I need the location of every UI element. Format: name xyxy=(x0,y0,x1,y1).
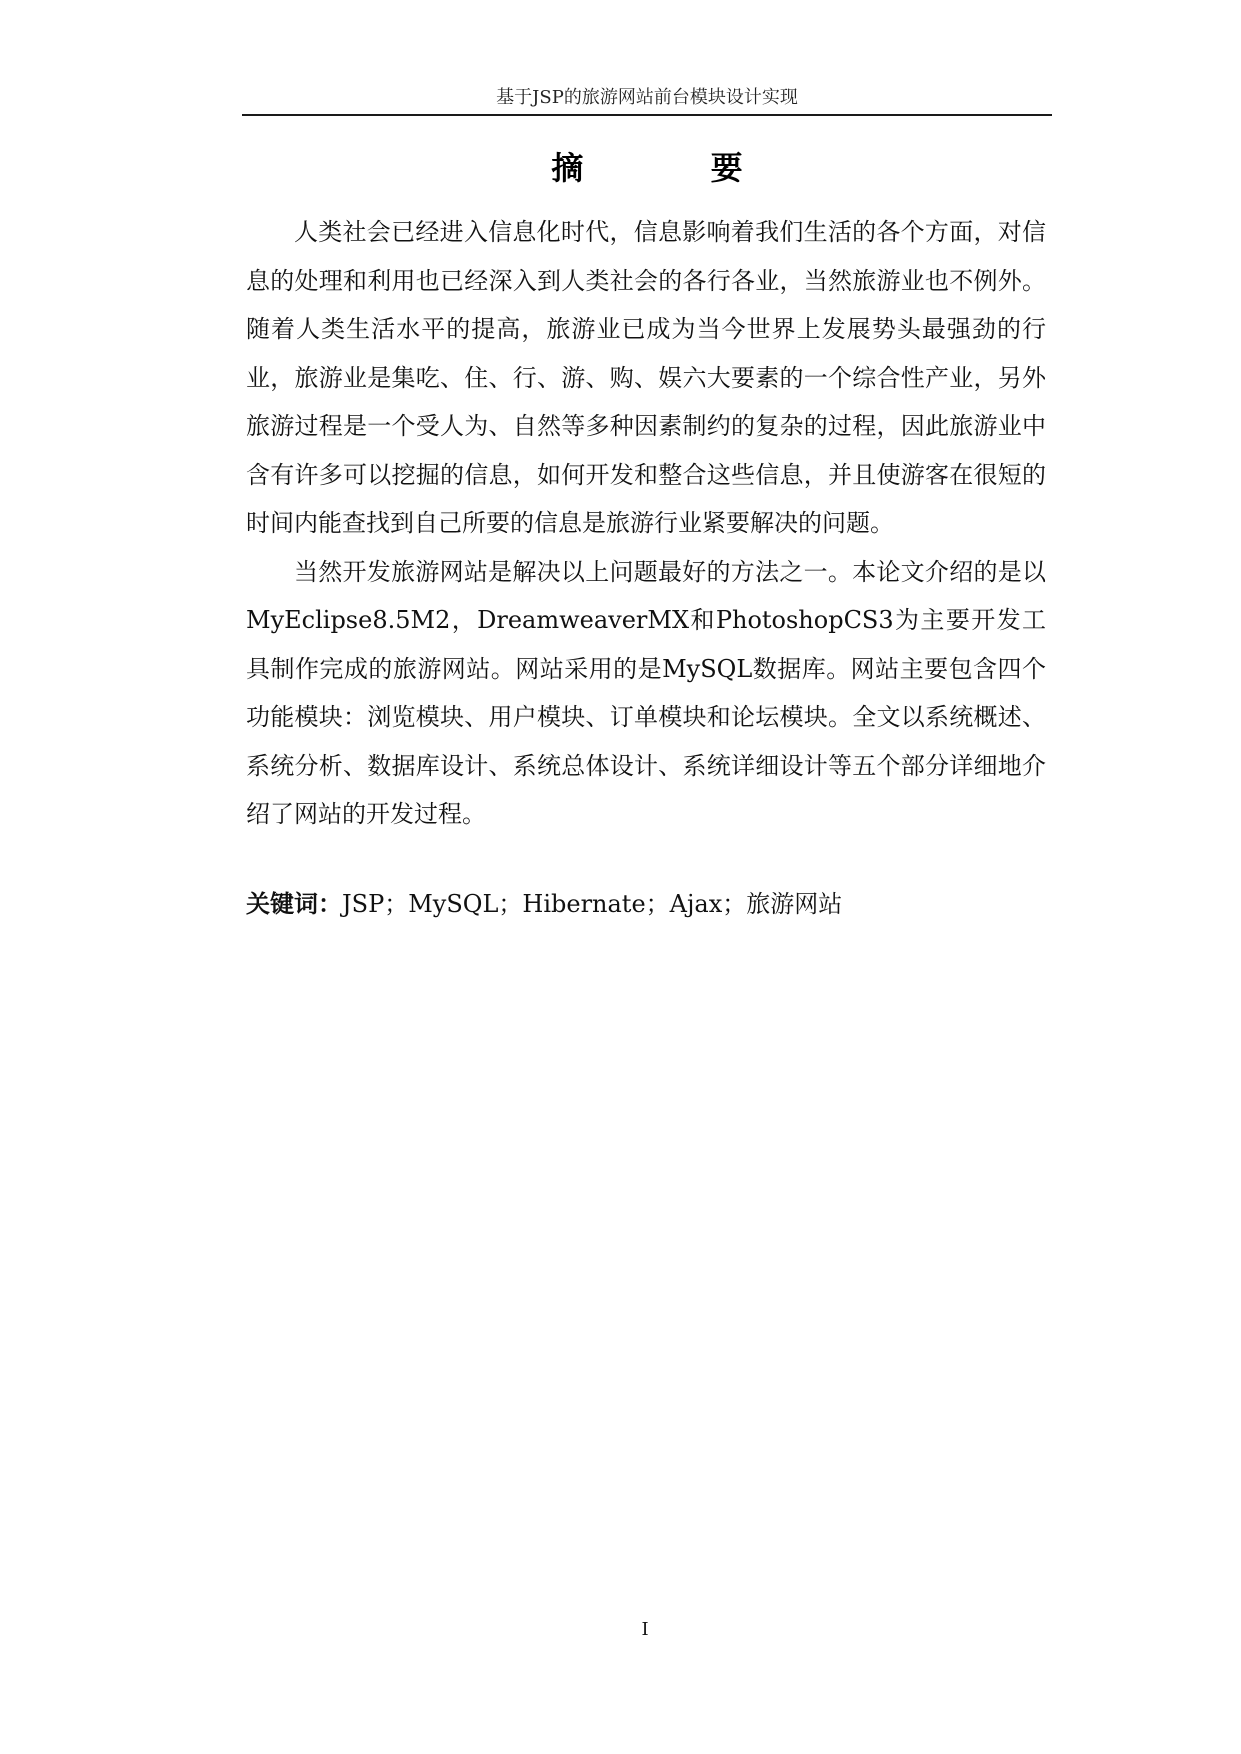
abstract-title: 摘 要 xyxy=(551,149,801,187)
page-number: I xyxy=(641,1619,649,1640)
abstract-paragraph-1: 人类社会已经进入信息化时代，信息影响着我们生活的各个方面，对信息的处理和利用也已经深入到人类社会的各行各业，当然旅游业也不例外。随着人类生活水平的提高，旅游业已成为当今世界上发展势头最强劲的行业，旅游业是集吃、住、行、游、购、娱六大要素的一个综合性产业，另外旅游过程是一个受人为、自然等多种因素制约的复杂的过程，因此旅游业中含有许多可以挖掘的信息，如何开发和整合这些信息，并且使游客在很短的时间内能查找到自己所要的信息是旅游行业紧要解决的问题。 xyxy=(246,218,1046,537)
keywords-label: 关键词： xyxy=(246,890,342,918)
running-header: 基于JSP的旅游网站前台模块设计实现 xyxy=(496,87,798,108)
abstract-paragraph-2: 当然开发旅游网站是解决以上问题最好的方法之一。本论文介绍的是以MyEclipse8.5M2，DreamweaverMX和PhotoshopCS3为主要开发工具制作完成的旅游网站。网站采用的是MySQL数据库。网站主要包含四个功能模块：浏览模块、用户模块、订单模块和论坛模块。全文以系统概述、系统分析、数据库设计、系统总体设计、系统详细设计等五个部分详细地介绍了网站的开发过程。 xyxy=(246,557,1046,828)
keywords-text: JSP；MySQL；Hibernate；Ajax；旅游网站 xyxy=(342,890,843,918)
header-divider xyxy=(242,114,1052,116)
keywords-line xyxy=(246,886,1046,922)
abstract-body xyxy=(246,208,1046,839)
